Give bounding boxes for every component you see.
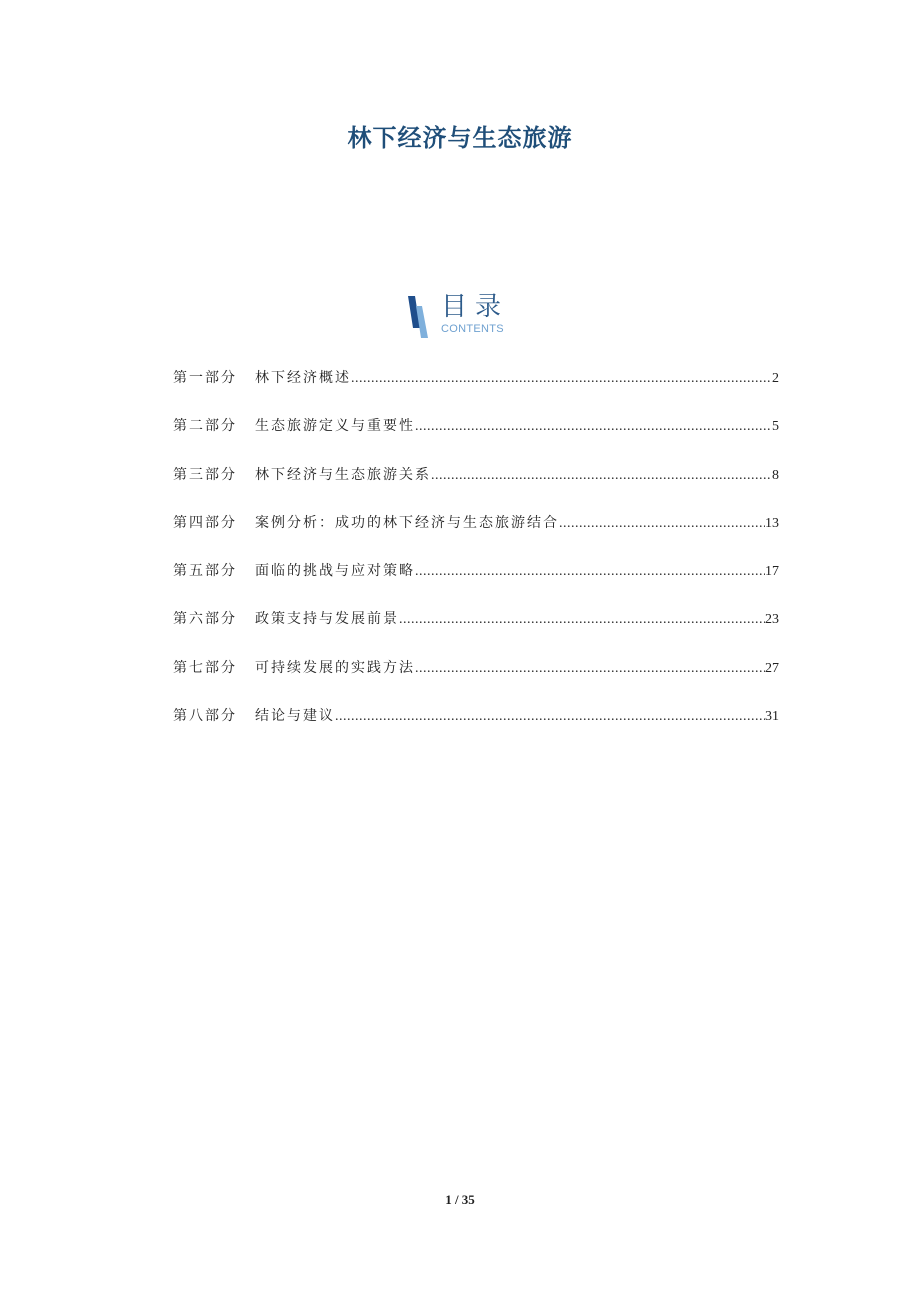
toc-heading-subtitle: CONTENTS	[441, 323, 504, 335]
toc-entry-title: 林下经济与生态旅游关系	[255, 466, 431, 483]
table-of-contents	[173, 364, 779, 750]
toc-heading-title: 目录	[441, 292, 510, 322]
toc-entry-part: 第一部分	[173, 370, 237, 386]
toc-entry-title: 林下经济概述	[255, 370, 351, 386]
toc-entry[interactable]	[173, 412, 779, 460]
toc-heading	[408, 292, 528, 340]
toc-entry-part: 第四部分	[173, 514, 237, 531]
toc-entry-page: 5	[772, 419, 779, 435]
toc-leader-dots	[431, 462, 772, 490]
toc-logo-icon	[408, 296, 430, 338]
toc-leader-dots	[415, 558, 765, 586]
toc-leader-dots	[335, 703, 765, 731]
toc-entry[interactable]	[173, 702, 779, 750]
toc-entry-page: 31	[765, 709, 779, 725]
toc-entry-part: 第三部分	[173, 466, 237, 483]
toc-entry-page: 13	[765, 515, 779, 531]
toc-entry[interactable]	[173, 557, 779, 605]
toc-entry-part: 第五部分	[173, 563, 237, 580]
toc-entry-part: 第六部分	[173, 611, 237, 628]
toc-leader-dots	[399, 606, 765, 634]
toc-entry-page: 17	[765, 564, 779, 580]
toc-leader-dots	[415, 655, 765, 683]
page-number: 1 / 35	[445, 1192, 475, 1207]
toc-entry-title: 生态旅游定义与重要性	[255, 418, 415, 435]
toc-entry[interactable]	[173, 605, 779, 653]
toc-entry[interactable]	[173, 364, 779, 412]
toc-entry-part: 第七部分	[173, 659, 237, 676]
toc-entry-page: 23	[765, 612, 779, 628]
toc-entry-page: 2	[772, 371, 779, 386]
toc-entry-page: 27	[765, 660, 779, 676]
toc-entry-title: 面临的挑战与应对策略	[255, 563, 415, 580]
toc-entry[interactable]	[173, 509, 779, 557]
toc-entry[interactable]	[173, 654, 779, 702]
toc-entry-title: 结论与建议	[255, 708, 335, 725]
toc-entry-title: 案例分析：成功的林下经济与生态旅游结合	[255, 514, 559, 531]
toc-entry-title: 政策支持与发展前景	[255, 611, 399, 628]
toc-leader-dots	[559, 510, 765, 538]
toc-entry-page: 8	[772, 467, 779, 483]
toc-entry-part: 第二部分	[173, 418, 237, 435]
toc-entry[interactable]	[173, 461, 779, 509]
document-title: 林下经济与生态旅游	[347, 124, 573, 152]
toc-entry-part: 第八部分	[173, 708, 237, 725]
toc-leader-dots	[351, 365, 772, 393]
toc-leader-dots	[415, 413, 772, 441]
toc-entry-title: 可持续发展的实践方法	[255, 659, 415, 676]
